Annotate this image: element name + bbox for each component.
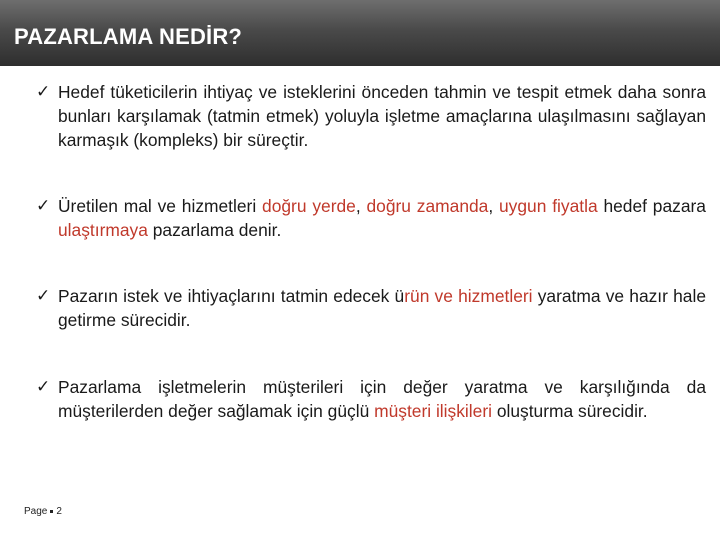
separator-square [50, 510, 53, 513]
highlighted-phrase: doğru yerde [262, 196, 356, 216]
highlighted-phrase: ulaştırmaya [58, 220, 148, 240]
text-segment: , [488, 196, 499, 216]
checkmark-icon: ✓ [36, 196, 51, 215]
page-number: 2 [56, 506, 62, 517]
text-segment: hedef pazara [597, 196, 706, 216]
bullet-item-3 [36, 284, 706, 332]
text-segment: , [355, 196, 367, 216]
page-footer [24, 506, 62, 517]
slide-title: PAZARLAMA NEDİR? [14, 24, 243, 49]
checkmark-icon: ✓ [36, 82, 51, 101]
checkmark-icon: ✓ [36, 377, 51, 396]
highlighted-phrase: doğru zamanda [366, 196, 489, 216]
text-segment: Pazarlama işletmelerin müşterileri için değer yaratma ve karşılığında da müşterilerden değer sağlamak için güçlü [58, 377, 706, 421]
title-bar [0, 0, 720, 66]
bullet-text [40, 284, 706, 332]
highlighted-phrase: uygun fiyatla [499, 196, 598, 216]
text-segment: Pazarın istek ve ihtiyaçlarını tatmin edecek ü [58, 286, 405, 306]
text-segment: yaratma ve hazır hale getirme sürecidir. [58, 286, 706, 330]
bullet-item-2 [36, 194, 706, 242]
checkmark-icon: ✓ [36, 286, 51, 305]
bullet-text [40, 375, 706, 423]
text-segment: oluşturma sürecidir. [491, 401, 648, 421]
bullet-text [40, 194, 706, 242]
highlighted-phrase: müşteri ilişkileri [374, 401, 492, 421]
text-segment: Hedef tüketicilerin ihtiyaç ve isteklerini önceden tahmin ve tespit etmek daha sonra bunları karşılamak (tatmin etmek) yoluyla işletme amaçlarına ulaşılmasını sağlayan karmaşık (kompleks) bir süreçtir. [58, 82, 706, 150]
highlighted-phrase: rün ve hizmetleri [404, 286, 533, 306]
bullet-text [40, 80, 706, 152]
bullet-item-1 [36, 80, 706, 152]
page-label: Page [24, 506, 48, 517]
text-segment: pazarlama denir. [147, 220, 282, 240]
text-segment: Üretilen mal ve hizmetleri [58, 196, 263, 216]
bullet-item-4 [36, 375, 706, 423]
